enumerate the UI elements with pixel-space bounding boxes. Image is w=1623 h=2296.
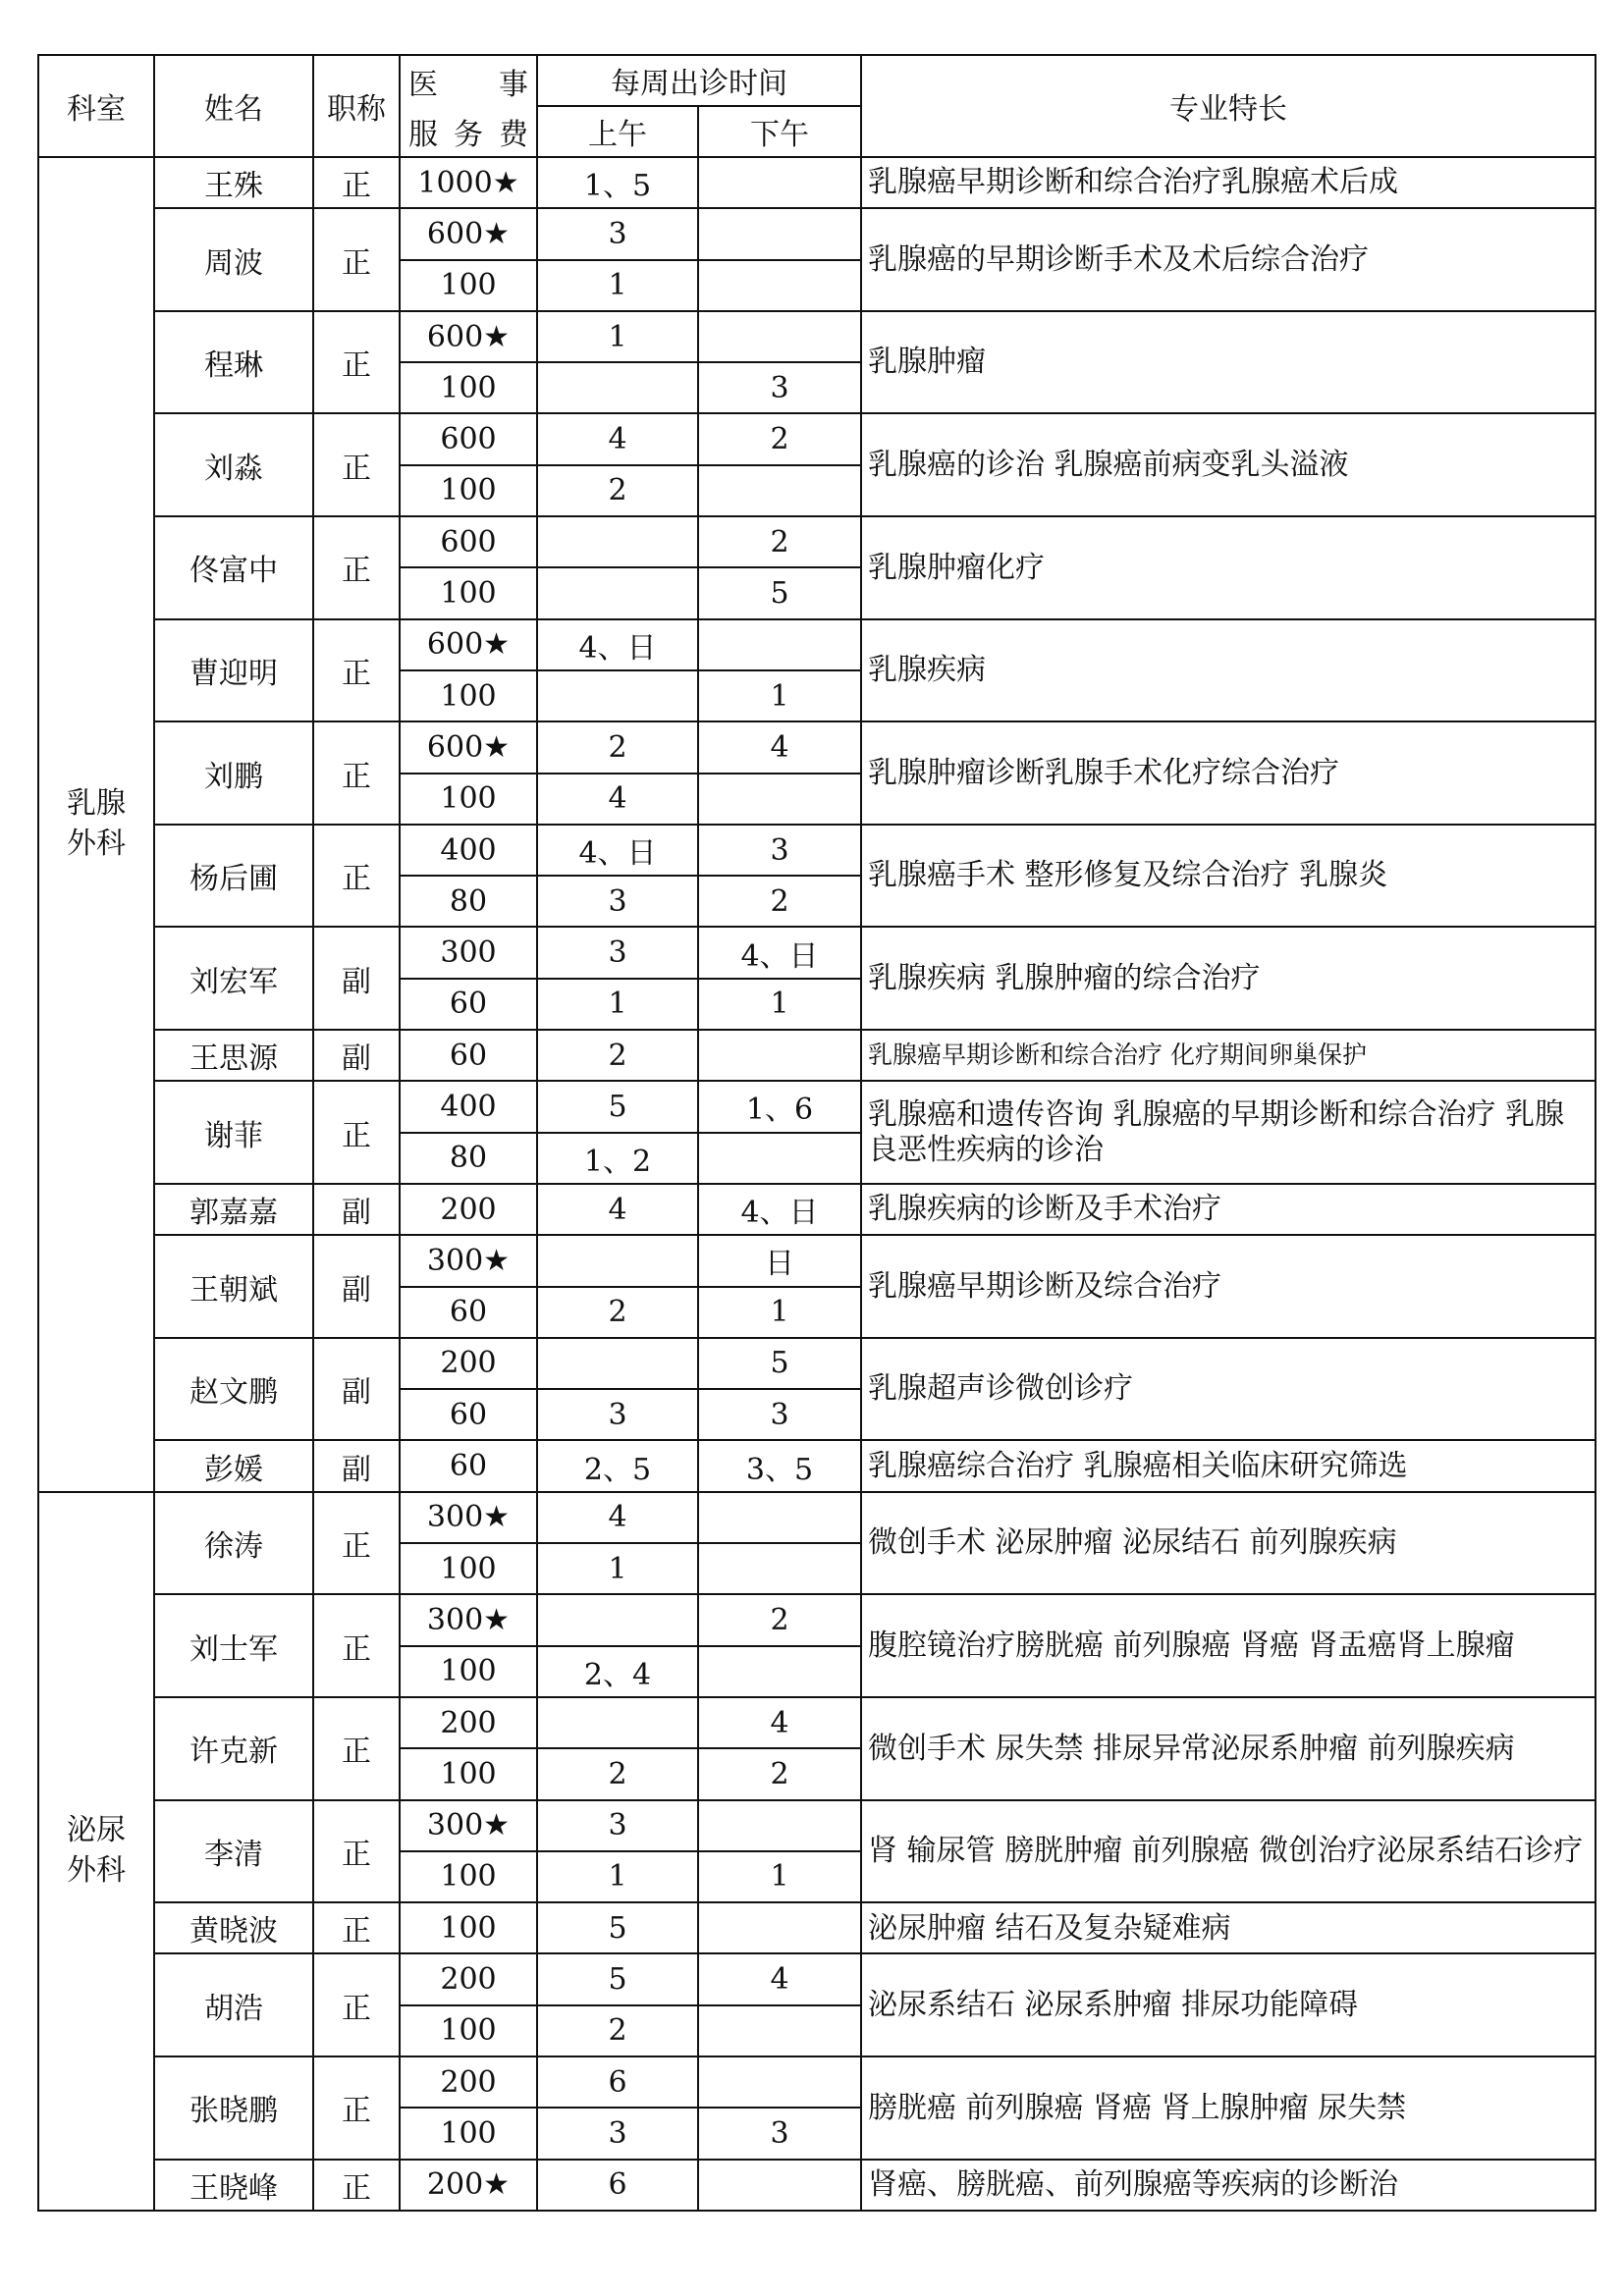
header-weekly: 每周出诊时间 — [537, 55, 861, 106]
doctor-specialty: 肾癌、膀胱癌、前列腺癌等疾病的诊断治 — [861, 2160, 1596, 2211]
table-row — [38, 1492, 1596, 1543]
fee-cell: 100 — [400, 1646, 537, 1697]
fee-cell: 60 — [400, 1440, 537, 1491]
pm-schedule — [698, 774, 861, 825]
pm-schedule — [698, 1492, 861, 1543]
doctor-name: 程琳 — [154, 311, 313, 414]
fee-cell: 600★ — [400, 208, 537, 259]
am-schedule: 2 — [537, 1030, 698, 1081]
doctor-title: 副 — [313, 1030, 400, 1081]
pm-schedule: 1 — [698, 979, 861, 1030]
fee-cell: 600 — [400, 516, 537, 567]
doctor-name: 徐涛 — [154, 1492, 313, 1595]
pm-schedule — [698, 2160, 861, 2211]
fee-cell: 100 — [400, 465, 537, 516]
fee-cell: 300 — [400, 927, 537, 978]
pm-schedule: 4 — [698, 1953, 861, 2004]
fee-cell: 100 — [400, 2005, 537, 2056]
am-schedule: 5 — [537, 1953, 698, 2004]
am-schedule: 4 — [537, 1184, 698, 1235]
pm-schedule: 2 — [698, 413, 861, 464]
table-row — [38, 825, 1596, 876]
doctor-name: 曹迎明 — [154, 619, 313, 722]
doctor-title: 正 — [313, 825, 400, 928]
am-schedule — [537, 516, 698, 567]
am-schedule — [537, 1235, 698, 1286]
fee-cell: 100 — [400, 260, 537, 311]
am-schedule: 3 — [537, 876, 698, 927]
pm-schedule: 3、5 — [698, 1440, 861, 1491]
am-schedule: 6 — [537, 2160, 698, 2211]
pm-schedule — [698, 1133, 861, 1184]
fee-cell: 400 — [400, 825, 537, 876]
am-schedule: 1、5 — [537, 157, 698, 208]
doctor-title: 正 — [313, 1800, 400, 1903]
fee-cell: 600 — [400, 413, 537, 464]
pm-schedule: 4、日 — [698, 1184, 861, 1235]
table-row — [38, 1184, 1596, 1235]
doctor-specialty: 乳腺癌早期诊断和综合治疗 化疗期间卵巢保护 — [861, 1030, 1596, 1081]
table-row — [38, 2056, 1596, 2108]
am-schedule: 4 — [537, 1492, 698, 1543]
schedule-page — [37, 54, 1595, 2212]
am-schedule: 1 — [537, 311, 698, 362]
doctor-title: 正 — [313, 208, 400, 311]
pm-schedule: 3 — [698, 2108, 861, 2159]
doctor-title: 正 — [313, 1594, 400, 1697]
am-schedule — [537, 362, 698, 413]
pm-schedule: 2 — [698, 1594, 861, 1645]
pm-schedule: 4 — [698, 1697, 861, 1748]
am-schedule: 4、日 — [537, 825, 698, 876]
am-schedule: 1、2 — [537, 1133, 698, 1184]
doctor-specialty: 乳腺癌的早期诊断手术及术后综合治疗 — [861, 208, 1596, 311]
table-row — [38, 1030, 1596, 1081]
fee-cell: 60 — [400, 1030, 537, 1081]
pm-schedule — [698, 2005, 861, 2056]
doctor-specialty: 乳腺癌早期诊断及综合治疗 — [861, 1235, 1596, 1338]
pm-schedule: 3 — [698, 825, 861, 876]
doctor-specialty: 膀胱癌 前列腺癌 肾癌 肾上腺肿瘤 尿失禁 — [861, 2056, 1596, 2160]
doctor-title: 正 — [313, 1492, 400, 1595]
clinic-schedule-table — [37, 54, 1596, 2212]
doctor-name: 刘士军 — [154, 1594, 313, 1697]
department-cell: 乳腺外科 — [38, 157, 154, 1492]
doctor-name: 王朝斌 — [154, 1235, 313, 1338]
table-row — [38, 721, 1596, 773]
am-schedule: 2、4 — [537, 1646, 698, 1697]
pm-schedule — [698, 1646, 861, 1697]
header-fee-line1: 医 事 — [400, 55, 537, 106]
doctor-name: 张晓鹏 — [154, 2056, 313, 2160]
fee-cell: 200 — [400, 1184, 537, 1235]
doctor-specialty: 乳腺癌手术 整形修复及综合治疗 乳腺炎 — [861, 825, 1596, 928]
doctor-specialty: 乳腺肿瘤化疗 — [861, 516, 1596, 619]
doctor-name: 杨后圃 — [154, 825, 313, 928]
doctor-name: 李清 — [154, 1800, 313, 1903]
fee-cell: 60 — [400, 979, 537, 1030]
doctor-name: 赵文鹏 — [154, 1338, 313, 1441]
am-schedule: 1 — [537, 979, 698, 1030]
pm-schedule: 3 — [698, 1389, 861, 1440]
pm-schedule — [698, 311, 861, 362]
header-pm: 下午 — [698, 106, 861, 157]
pm-schedule — [698, 465, 861, 516]
fee-cell: 80 — [400, 876, 537, 927]
table-row — [38, 1594, 1596, 1645]
doctor-specialty: 乳腺肿瘤 — [861, 311, 1596, 414]
pm-schedule — [698, 157, 861, 208]
doctor-specialty: 泌尿系结石 泌尿系肿瘤 排尿功能障碍 — [861, 1953, 1596, 2056]
fee-cell: 100 — [400, 1543, 537, 1594]
doctor-specialty: 乳腺癌早期诊断和综合治疗乳腺癌术后成 — [861, 157, 1596, 208]
department-cell: 泌尿外科 — [38, 1492, 154, 2211]
am-schedule: 1 — [537, 1851, 698, 1902]
doctor-title: 正 — [313, 2160, 400, 2211]
doctor-title: 正 — [313, 1697, 400, 1800]
am-schedule: 6 — [537, 2056, 698, 2108]
doctor-specialty: 乳腺癌和遗传咨询 乳腺癌的早期诊断和综合治疗 乳腺良恶性疾病的诊治 — [861, 1081, 1596, 1184]
pm-schedule — [698, 208, 861, 259]
am-schedule: 2 — [537, 1748, 698, 1799]
doctor-specialty: 乳腺疾病的诊断及手术治疗 — [861, 1184, 1596, 1235]
pm-schedule: 5 — [698, 567, 861, 618]
pm-schedule: 2 — [698, 876, 861, 927]
fee-cell: 100 — [400, 1748, 537, 1799]
am-schedule: 4、日 — [537, 619, 698, 670]
pm-schedule: 2 — [698, 516, 861, 567]
pm-schedule: 5 — [698, 1338, 861, 1389]
fee-cell: 600★ — [400, 619, 537, 670]
doctor-name: 郭嘉嘉 — [154, 1184, 313, 1235]
doctor-name: 佟富中 — [154, 516, 313, 619]
table-row — [38, 2160, 1596, 2211]
pm-schedule: 3 — [698, 362, 861, 413]
am-schedule: 4 — [537, 774, 698, 825]
am-schedule — [537, 567, 698, 618]
doctor-specialty: 乳腺肿瘤诊断乳腺手术化疗综合治疗 — [861, 721, 1596, 825]
am-schedule: 3 — [537, 2108, 698, 2159]
doctor-title: 正 — [313, 721, 400, 825]
header-name: 姓名 — [154, 55, 313, 157]
pm-schedule: 4 — [698, 721, 861, 773]
doctor-title: 正 — [313, 1081, 400, 1184]
pm-schedule: 2 — [698, 1748, 861, 1799]
am-schedule: 4 — [537, 413, 698, 464]
fee-cell: 400 — [400, 1081, 537, 1132]
am-schedule: 1 — [537, 260, 698, 311]
doctor-name: 黄晓波 — [154, 1902, 313, 1953]
am-schedule: 3 — [537, 1389, 698, 1440]
table-row — [38, 1697, 1596, 1748]
fee-cell: 200 — [400, 1338, 537, 1389]
table-row — [38, 1800, 1596, 1851]
doctor-name: 彭媛 — [154, 1440, 313, 1491]
fee-cell: 200 — [400, 2056, 537, 2108]
table-row — [38, 927, 1596, 978]
fee-cell: 100 — [400, 2108, 537, 2159]
am-schedule: 3 — [537, 1800, 698, 1851]
am-schedule: 2、5 — [537, 1440, 698, 1491]
header-title: 职称 — [313, 55, 400, 157]
pm-schedule: 1 — [698, 670, 861, 721]
doctor-title: 副 — [313, 1338, 400, 1441]
table-row — [38, 157, 1596, 208]
fee-cell: 300★ — [400, 1594, 537, 1645]
am-schedule: 5 — [537, 1081, 698, 1132]
doctor-name: 刘鹏 — [154, 721, 313, 825]
am-schedule — [537, 1697, 698, 1748]
table-row — [38, 311, 1596, 362]
doctor-name: 刘淼 — [154, 413, 313, 516]
doctor-specialty: 腹腔镜治疗膀胱癌 前列腺癌 肾癌 肾盂癌肾上腺瘤 — [861, 1594, 1596, 1697]
am-schedule: 3 — [537, 927, 698, 978]
doctor-name: 王殊 — [154, 157, 313, 208]
doctor-name: 许克新 — [154, 1697, 313, 1800]
doctor-title: 副 — [313, 927, 400, 1030]
am-schedule: 3 — [537, 208, 698, 259]
doctor-title: 正 — [313, 1953, 400, 2056]
doctor-specialty: 肾 输尿管 膀胱肿瘤 前列腺癌 微创治疗泌尿系结石诊疗 — [861, 1800, 1596, 1903]
doctor-title: 正 — [313, 1902, 400, 1953]
am-schedule: 5 — [537, 1902, 698, 1953]
doctor-name: 胡浩 — [154, 1953, 313, 2056]
fee-cell: 100 — [400, 1851, 537, 1902]
fee-cell: 200 — [400, 1953, 537, 2004]
am-schedule: 2 — [537, 2005, 698, 2056]
doctor-specialty: 微创手术 尿失禁 排尿异常泌尿系肿瘤 前列腺疾病 — [861, 1697, 1596, 1800]
am-schedule: 1 — [537, 1543, 698, 1594]
fee-cell: 200 — [400, 1697, 537, 1748]
fee-cell: 600★ — [400, 311, 537, 362]
pm-schedule: 1 — [698, 1851, 861, 1902]
doctor-title: 正 — [313, 311, 400, 414]
fee-cell: 60 — [400, 1287, 537, 1338]
am-schedule: 2 — [537, 721, 698, 773]
fee-cell: 200★ — [400, 2160, 537, 2211]
pm-schedule — [698, 260, 861, 311]
doctor-name: 刘宏军 — [154, 927, 313, 1030]
pm-schedule — [698, 1902, 861, 1953]
pm-schedule: 日 — [698, 1235, 861, 1286]
doctor-specialty: 泌尿肿瘤 结石及复杂疑难病 — [861, 1902, 1596, 1953]
pm-schedule: 1 — [698, 1287, 861, 1338]
pm-schedule — [698, 619, 861, 670]
table-row — [38, 516, 1596, 567]
fee-cell: 300★ — [400, 1235, 537, 1286]
table-row — [38, 1235, 1596, 1286]
doctor-name: 周波 — [154, 208, 313, 311]
fee-cell: 100 — [400, 774, 537, 825]
pm-schedule — [698, 1030, 861, 1081]
table-row — [38, 1338, 1596, 1389]
doctor-specialty: 乳腺癌的诊治 乳腺癌前病变乳头溢液 — [861, 413, 1596, 516]
doctor-specialty: 乳腺癌综合治疗 乳腺癌相关临床研究筛选 — [861, 1440, 1596, 1491]
table-row — [38, 208, 1596, 259]
pm-schedule — [698, 1543, 861, 1594]
doctor-title: 副 — [313, 1440, 400, 1491]
fee-cell: 300★ — [400, 1492, 537, 1543]
doctor-specialty: 乳腺疾病 — [861, 619, 1596, 722]
header-dept: 科室 — [38, 55, 154, 157]
doctor-specialty: 微创手术 泌尿肿瘤 泌尿结石 前列腺疾病 — [861, 1492, 1596, 1595]
doctor-title: 副 — [313, 1184, 400, 1235]
am-schedule: 2 — [537, 1287, 698, 1338]
doctor-title: 副 — [313, 1235, 400, 1338]
pm-schedule — [698, 2056, 861, 2108]
pm-schedule: 1、6 — [698, 1081, 861, 1132]
am-schedule: 2 — [537, 465, 698, 516]
header-am: 上午 — [537, 106, 698, 157]
table-row — [38, 619, 1596, 670]
table-row — [38, 413, 1596, 464]
doctor-name: 谢菲 — [154, 1081, 313, 1184]
doctor-specialty: 乳腺疾病 乳腺肿瘤的综合治疗 — [861, 927, 1596, 1030]
fee-cell: 600★ — [400, 721, 537, 773]
doctor-title: 正 — [313, 619, 400, 722]
pm-schedule: 4、日 — [698, 927, 861, 978]
fee-cell: 100 — [400, 567, 537, 618]
fee-cell: 80 — [400, 1133, 537, 1184]
doctor-name: 王晓峰 — [154, 2160, 313, 2211]
doctor-title: 正 — [313, 157, 400, 208]
pm-schedule — [698, 1800, 861, 1851]
doctor-specialty: 乳腺超声诊微创诊疗 — [861, 1338, 1596, 1441]
doctor-name: 王思源 — [154, 1030, 313, 1081]
table-row — [38, 1081, 1596, 1132]
fee-cell: 300★ — [400, 1800, 537, 1851]
schedule-body — [38, 157, 1596, 2211]
fee-cell: 60 — [400, 1389, 537, 1440]
doctor-title: 正 — [313, 2056, 400, 2160]
am-schedule — [537, 1594, 698, 1645]
doctor-title: 正 — [313, 516, 400, 619]
header-fee-line2: 服务费 — [400, 106, 537, 157]
fee-cell: 100 — [400, 362, 537, 413]
table-row — [38, 1440, 1596, 1491]
table-row — [38, 1902, 1596, 1953]
am-schedule — [537, 1338, 698, 1389]
am-schedule — [537, 670, 698, 721]
fee-cell: 100 — [400, 670, 537, 721]
doctor-title: 正 — [313, 413, 400, 516]
header-specialty: 专业特长 — [861, 55, 1596, 157]
table-row — [38, 1953, 1596, 2004]
fee-cell: 1000★ — [400, 157, 537, 208]
fee-cell: 100 — [400, 1902, 537, 1953]
